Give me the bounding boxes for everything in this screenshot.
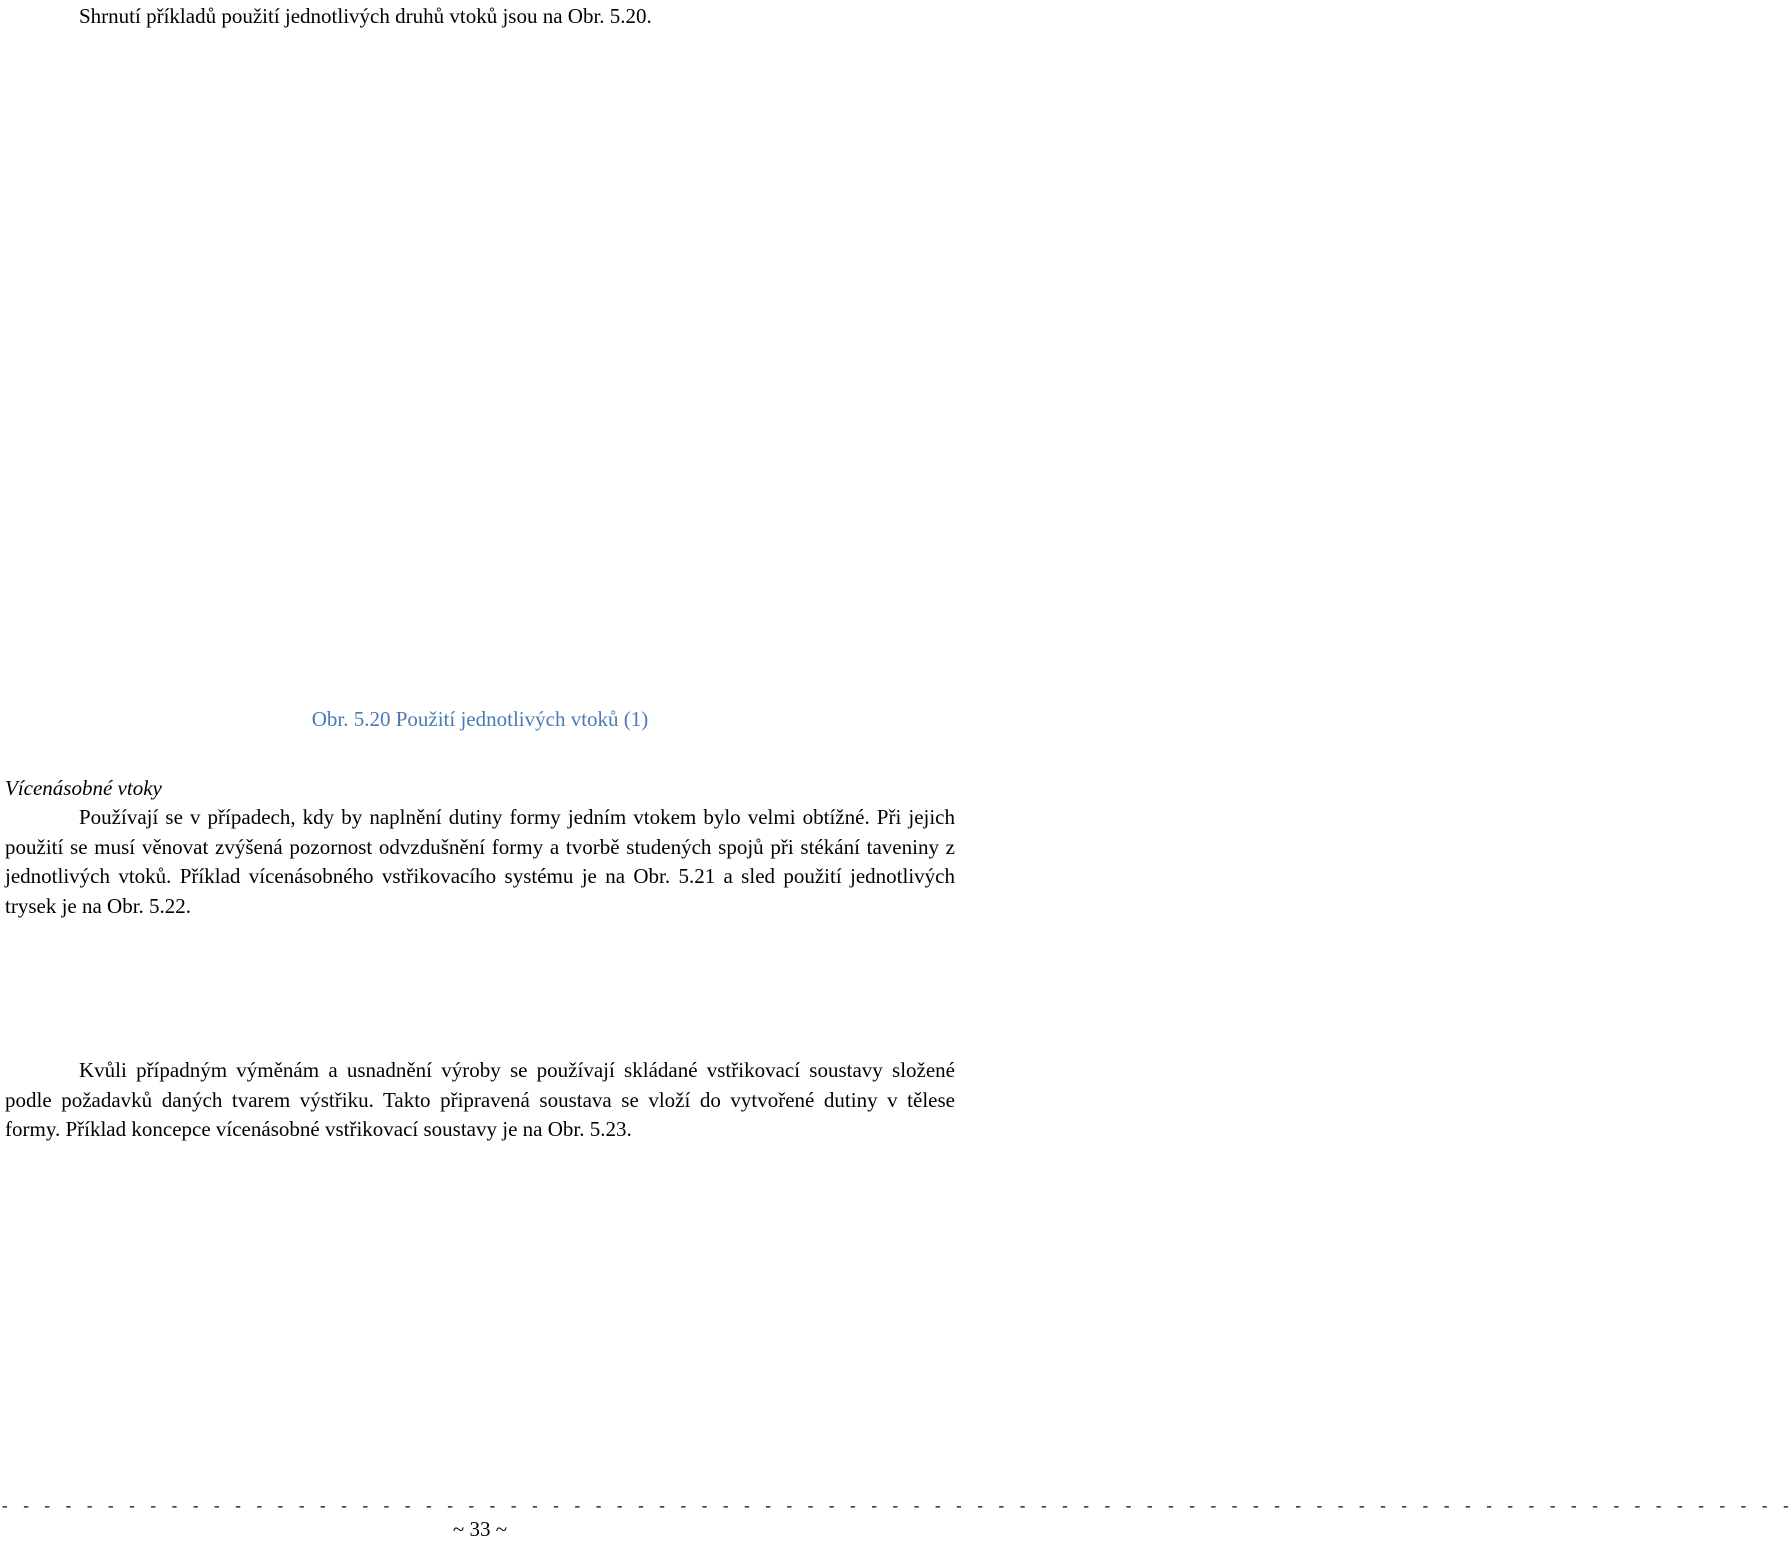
page-number: ~ 33 ~: [452, 1517, 508, 1541]
paragraph-1: Používají se v případech, kdy by naplnění dutiny formy jedním vtokem bylo velmi obtížné. Při jejich použití se musí věnovat zvýšená pozornost odvzdušnění formy a tvorbě studených spojů při stékání taveniny z jednotlivých vtoků. Příklad vícenásobného vstřikovacího systému je na Obr. 5.21 a sled použití jednotlivých trysek je na Obr. 5.22.: [5, 805, 955, 918]
footer-separator: - - - - - - - - - - - - - - - - - - - - - - - - - - - - - - - - - - - - - - - - - - - - - - - - - - - - - - - - - - - - - - - - - - - - - - - - - - - - - - - - - - - - -: [0, 1498, 1792, 1516]
intro-text: Shrnutí příkladů použití jednotlivých druhů vtoků jsou na Obr. 5.20.: [79, 4, 652, 28]
figure-caption: Obr. 5.20 Použití jednotlivých vtoků (1): [311, 707, 649, 731]
figure-placeholder: [0, 40, 960, 695]
section-heading: Vícenásobné vtoky: [5, 776, 162, 800]
paragraph-2: Kvůli případným výměnám a usnadnění výroby se používají skládané vstřikovací soustavy složené podle požadavků daných tvarem výstřiku. Takto připravená soustava se vloží do vytvořené dutiny v tělese formy. Příklad koncepce vícenásobné vstřikovací soustavy je na Obr. 5.23.: [5, 1058, 955, 1141]
